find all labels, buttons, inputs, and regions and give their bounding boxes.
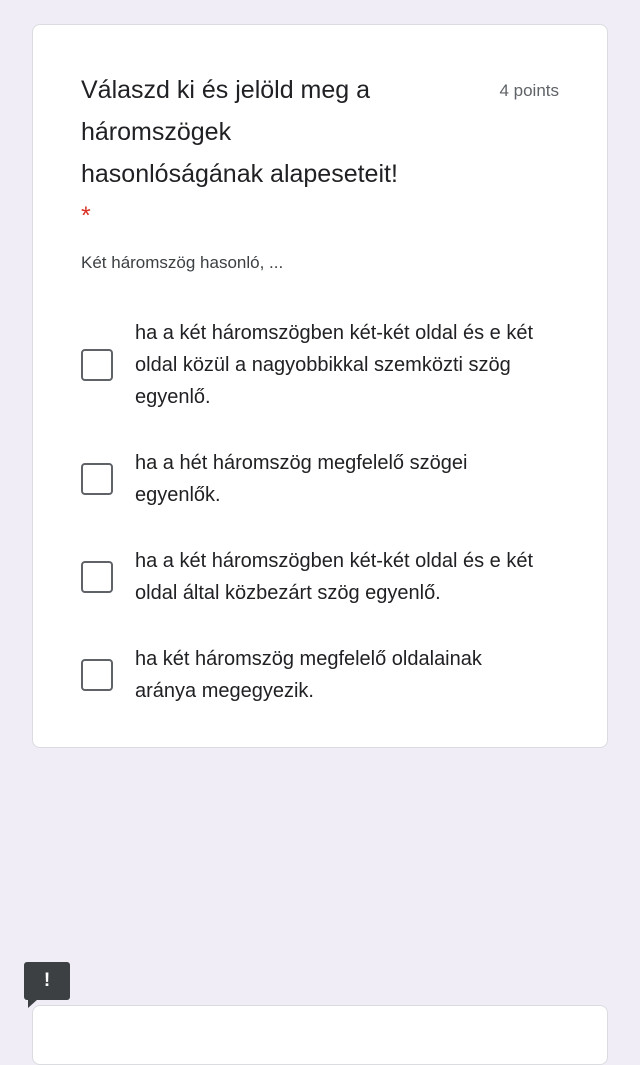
checkbox-option-2[interactable] [81,463,113,495]
option-label-3: ha a két háromszögben két-két oldal és e két oldal által közbezárt szög egyenlő. [135,550,534,604]
question-card [32,24,608,748]
option-row[interactable] [81,317,559,413]
required-asterisk: * [81,202,91,230]
options-list [81,317,559,707]
next-question-card [32,1005,608,1065]
option-label-1: ha a két háromszögben két-két oldal és e két oldal közül a nagyobbikkal szemközti szög egyenlő. [135,322,534,408]
option-row[interactable] [81,447,559,511]
option-label-2: ha a hét háromszög megfelelő szögei egyenlők. [135,452,468,506]
alert-badge[interactable]: ! [24,962,70,1000]
checkbox-option-1[interactable] [81,349,113,381]
checkbox-option-3[interactable] [81,561,113,593]
question-header [81,69,559,237]
option-row[interactable] [81,545,559,609]
question-title-text: Válaszd ki és jelöld meg a háromszögek hasonlóságának alapeseteit! [81,76,398,188]
question-subtitle: Két háromszög hasonló, ... [81,253,284,272]
option-row[interactable] [81,643,559,707]
question-title [81,69,411,237]
checkbox-option-4[interactable] [81,659,113,691]
points-label: 4 points [499,81,559,100]
option-label-4: ha két háromszög megfelelő oldalainak aránya megegyezik. [135,648,482,702]
